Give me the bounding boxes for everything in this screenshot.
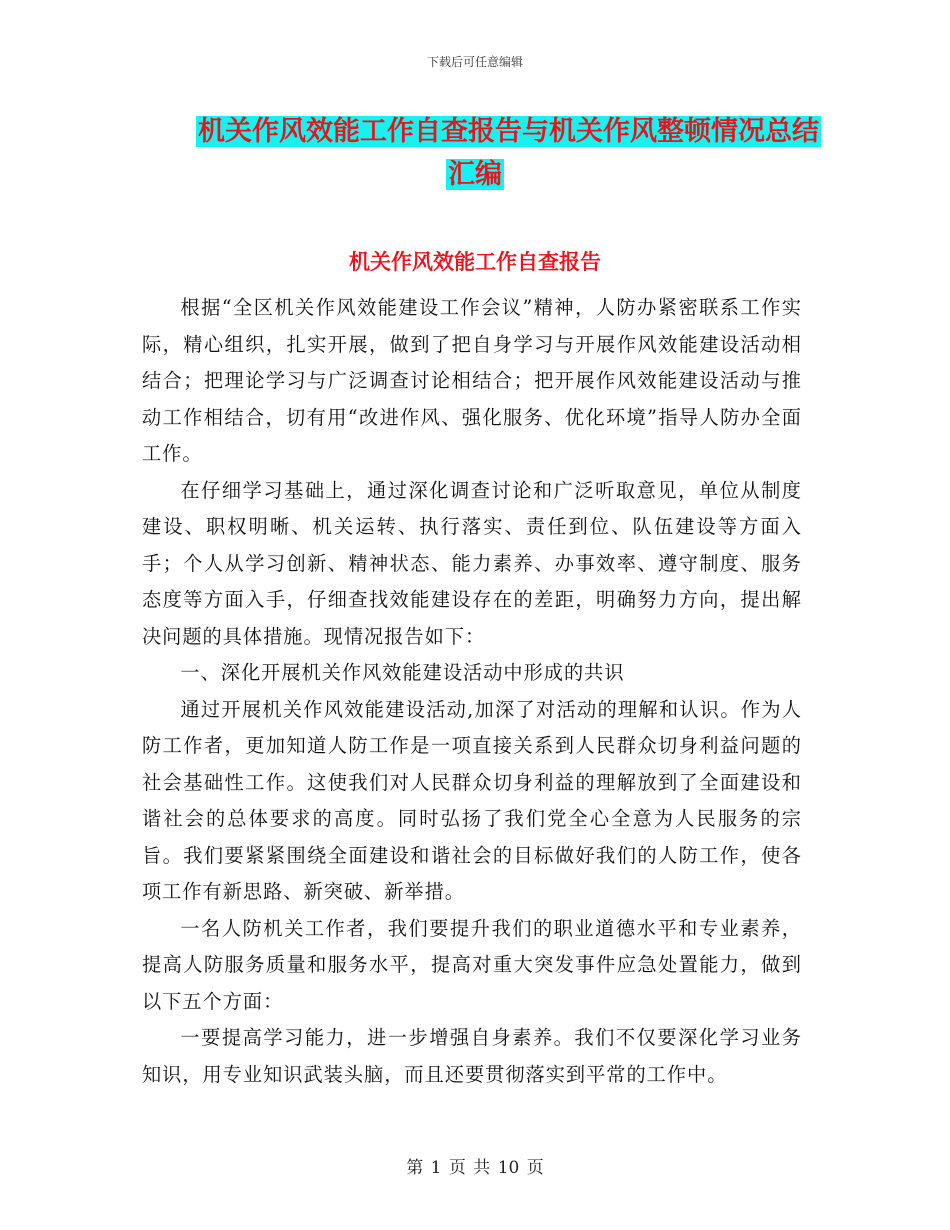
paragraph: 通过开展机关作风效能建设活动,加深了对活动的理解和认识。作为人防工作者，更加知道人防工作是一项直接关系到人民群众切身利益问题的社会基础性工作。这使我们对人民群众切身利益的理解放到了全面建设和谐社会的总体要求的高度。同时弘扬了我们党全心全意为人民服务的宗旨。我们要紧紧围绕全面建设和谐社会的目标做好我们的人防工作，使各项工作有新思路、新突破、新举措。 [142,697,802,903]
header-note: 下载后可任意编辑 [426,55,523,69]
paragraph: 在仔细学习基础上，通过深化调查讨论和广泛听取意见，单位从制度建设、职权明晰、机关运转、执行落实、责任到位、队伍建设等方面入手；个人从学习创新、精神状态、能力素养、办事效率、遵守制度、服务态度等方面入手，仔细查找效能建设存在的差距，明确努力方向，提出解决问题的具体措施。现情况报告如下： [142,478,802,648]
body-text [142,290,802,1093]
main-title-line-2 [0,153,950,197]
main-title-line-2-text: 汇编 [448,159,502,190]
section-title: 机关作风效能工作自查报告 [349,250,601,274]
main-title-line-1-text: 机关作风效能工作自查报告与机关作风整顿情况总结 [198,116,819,147]
page-number-footer: 第 1 页 共 10 页 [406,1158,544,1178]
main-title-line-1 [196,110,819,154]
paragraph: 根据“全区机关作风效能建设工作会议”精神，人防办紧密联系工作实际，精心组织，扎实开展，做到了把自身学习与开展作风效能建设活动相结合；把理论学习与广泛调查讨论相结合；把开展作风效能建设活动与推动工作相结合，切有用“改进作风、强化服务、优化环境”指导人防办全面工作。 [142,296,802,465]
paragraph: 一要提高学习能力，进一步增强自身素养。我们不仅要深化学习业务知识，用专业知识武装头脑，而且还要贯彻落实到平常的工作中。 [142,1026,802,1086]
section-heading: 一、深化开展机关作风效能建设活动中形成的共识 [180,661,625,684]
paragraph: 一名人防机关工作者，我们要提升我们的职业道德水平和专业素养，提高人防服务质量和服务水平，提高对重大突发事件应急处置能力，做到以下五个方面： [142,916,802,1013]
